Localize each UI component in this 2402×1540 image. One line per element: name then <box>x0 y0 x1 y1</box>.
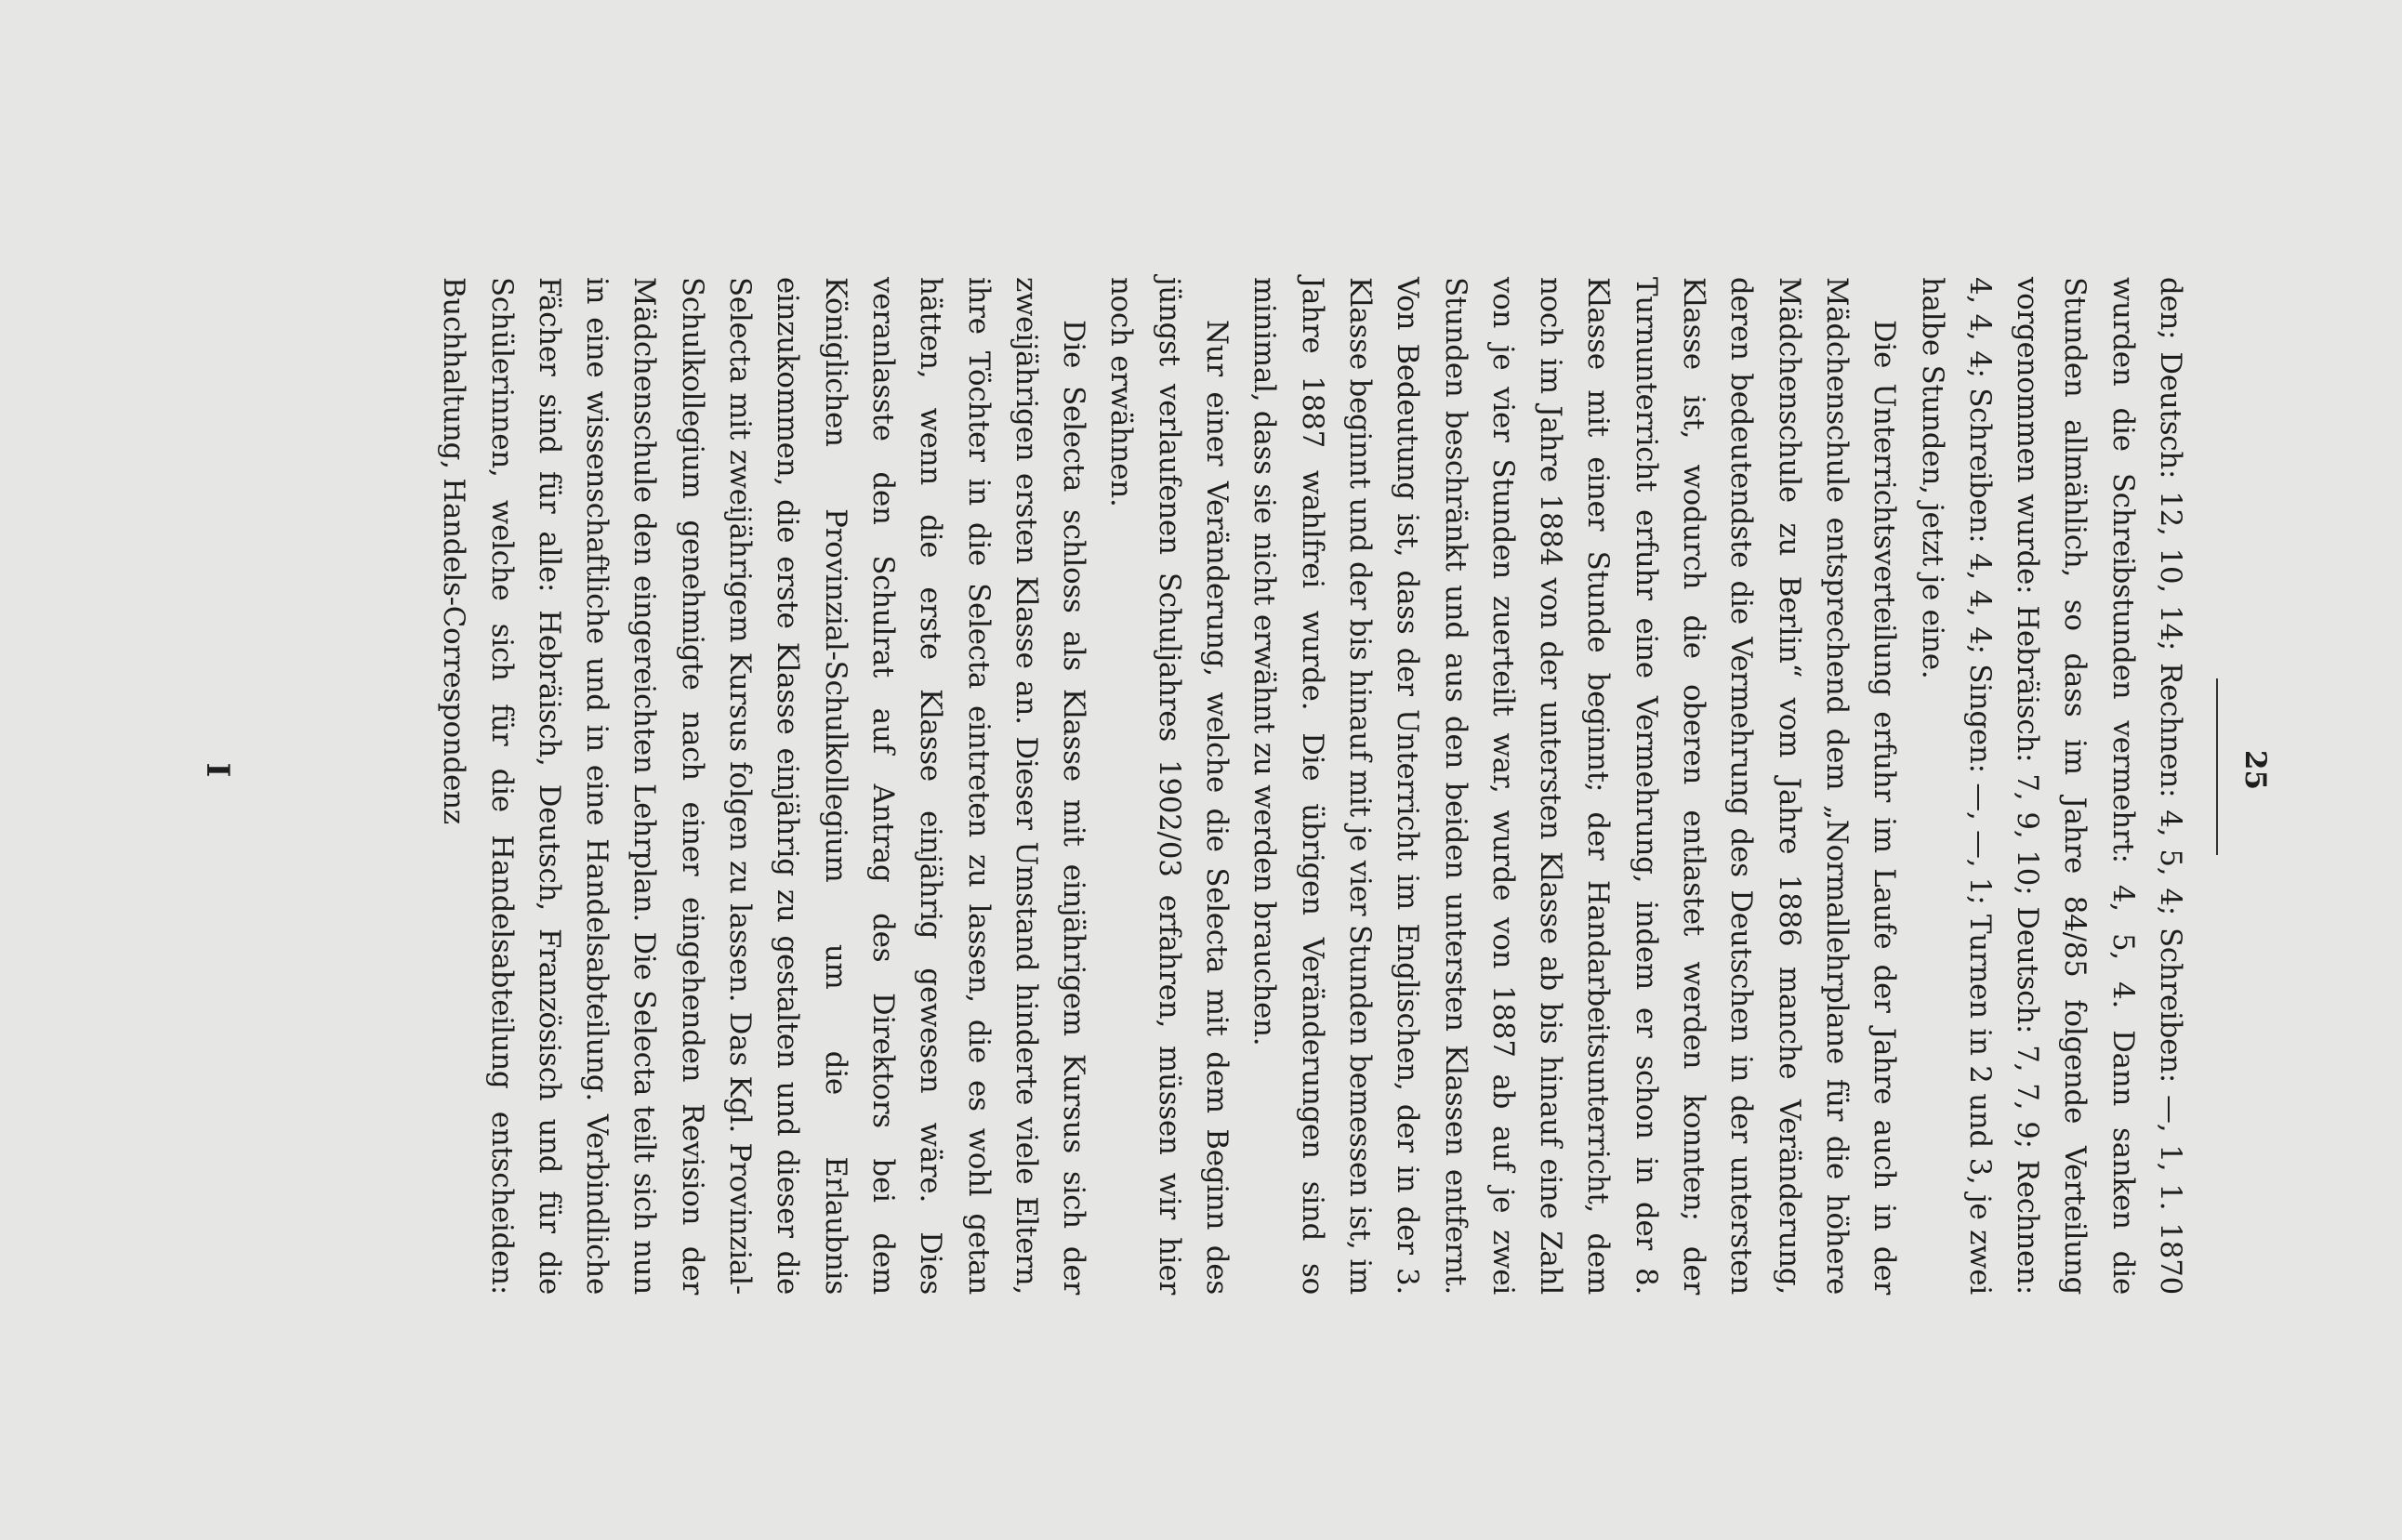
paragraph: Die Unterrichtsverteilung erfuhr im Laufe der Jahre auch in der Mädchenschule entsprechend dem „Normallehrplane für die höhere Mädchenschule zu Berlin“ vom Jahre 1886 manche Veränderung, deren bedeutendste die Vermehrung des Deutschen in der untersten Klasse ist, wodurch die oberen entlastet werden konnten; der Turnunterricht erfuhr eine Vermehrung, indem er schon in der 8. Klasse mit einer Stunde beginnt; der Handarbeitsunterricht, dem noch im Jahre 1884 von der untersten Klasse ab bis hinauf eine Zahl von je vier Stunden zuerteilt war, wurde von 1887 ab auf je zwei Stunden beschränkt und aus den beiden untersten Klassen entfernt. Von Bedeutung ist, dass der Unterricht im Englischen, der in der 3. Klasse beginnt und der bis hinauf mit je vier Stunden bemessen ist, im Jahre 1887 wahlfrei wurde. Die übrigen Veränderungen sind so minimal, dass sie nicht erwähnt zu werden brauchen. <box>1247 277 1902 1295</box>
body-text <box>429 277 2194 1295</box>
paragraph: Die Selecta schloss als Klasse mit einjährigem Kursus sich der zweijährigen ersten Klasse an. Dieser Umstand hinderte viele Eltern, ihre Töchter in die Selecta eintreten zu lassen, die es wohl getan hätten, wenn die erste Klasse einjährig gewesen wäre. Dies veranlasste den Schulrat auf Antrag des Direktors bei dem Königlichen Provinzial-Schulkollegium um die Erlaubnis einzukommen, die erste Klasse einjährig zu gestalten und dieser die Selecta mit zweijährigem Kursus folgen zu lassen. Das Kgl. Provinzial-Schulkollegium genehmigte nach einer eingehenden Revision der Mädchenschule den eingereichten Lehrplan. Die Selecta teilt sich nun in eine wissenschaftliche und in eine Handelsabteilung. Verbindliche Fächer sind für alle: Hebräisch, Deutsch, Französisch und für die Schülerinnen, welche sich für die Handelsabteilung entscheiden: Buchhaltung, Handels-Correspondenz <box>437 277 1091 1295</box>
header-rule <box>2216 678 2218 855</box>
sheet-signature: I <box>199 762 236 778</box>
paragraph: den; Deutsch: 12, 10, 14; Rechnen: 4, 5, 4; Schreiben: —, 1, 1. 1870 wurden die Schreibstunden vermehrt: 4, 5, 4. Dann sanken die Stunden allmählich, so dass im Jahre 84/85 folgende Verteilung vorgenommen wurde: Hebräisch: 7, 9, 10; Deutsch: 7, 7, 9; Rechnen: 4, 4, 4; Schreiben: 4, 4, 4; Singen: —, —, 1; Turnen in 2 und 3, je zwei halbe Stunden, jetzt je eine. <box>1915 277 2187 1295</box>
paragraph: Nur einer Veränderung, welche die Selecta mit dem Beginn des jüngst verlaufenen Schuljahres 1902/03 erfahren, müssen wir hier noch erwähnen. <box>1104 277 1234 1295</box>
page-number: 25 <box>2238 749 2272 791</box>
